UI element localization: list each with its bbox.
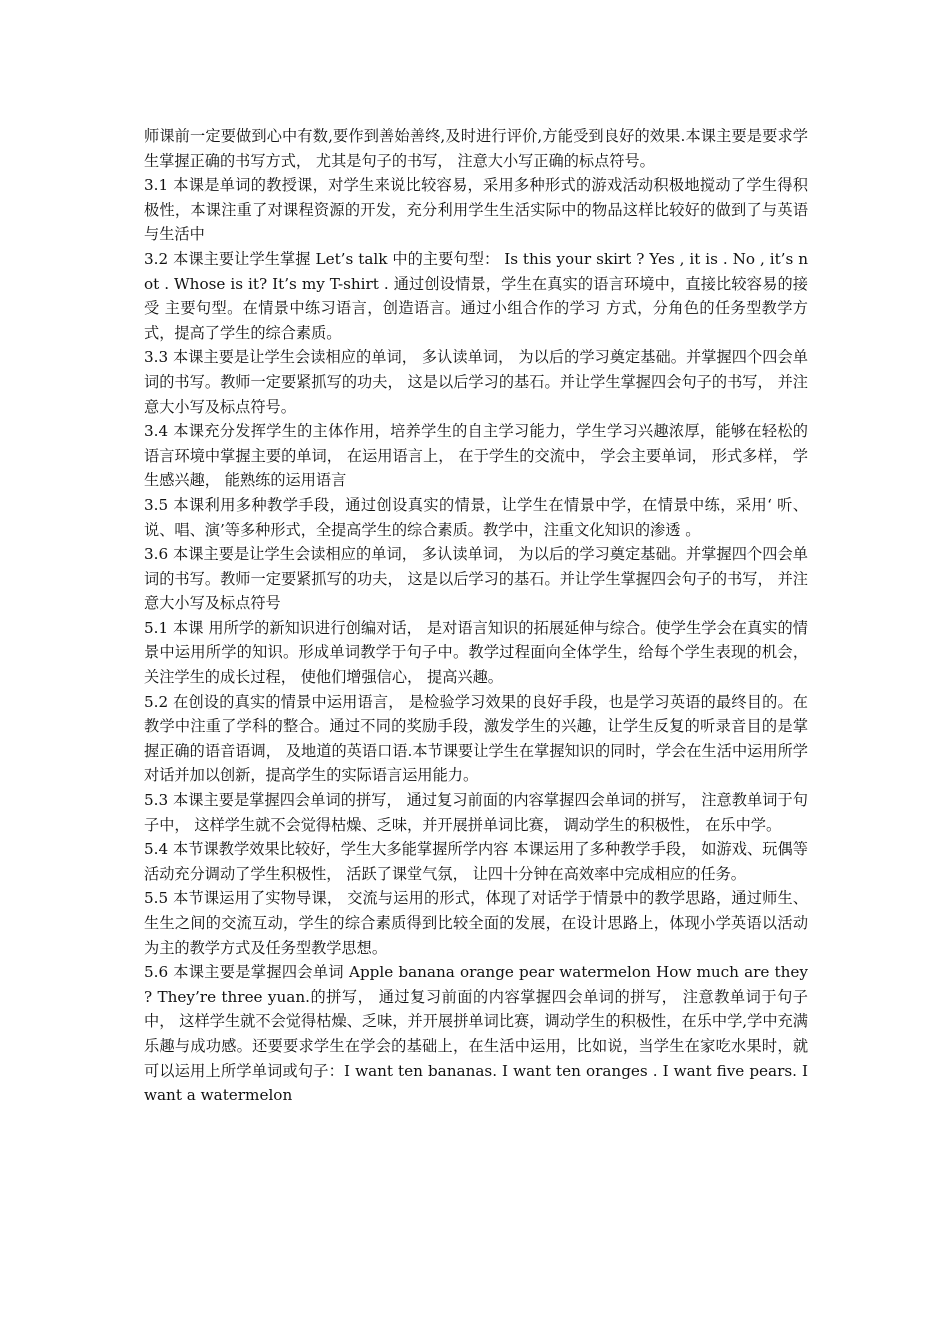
paragraph-3-1: 3.1 本课是单词的教授课，对学生来说比较容易，采用多种形式的游戏活动积极地搅动了学生得积极性，本课注重了对课程资源的开发，充分利用学生生活实际中的物品这样比较好的做到了与英语与生活中 — [144, 176, 808, 244]
paragraph-3-5: 3.5 本课利用多种教学手段，通过创设真实的情景，让学生在情景中学，在情景中练，采用‘ 听、说、唱、演’等多种形式，全提高学生的综合素质。教学中，注重文化知识的渗透 。 — [144, 495, 808, 539]
paragraph-intro: 师课前一定要做到心中有数,要作到善始善终,及时进行评价,方能受到良好的效果.本课主要是要求学生掌握正确的书写方式， 尤其是句子的书写， 注意大小写正确的标点符号。 — [144, 127, 808, 170]
paragraph-3-3: 3.3 本课主要是让学生会读相应的单词， 多认读单词， 为以后的学习奠定基础。并掌握四个四会单词的书写。教师一定要紧抓写的功夫， 这是以后学习的基石。并让学生掌握四会句子的书写， 并注意大小写及标点符号。 — [144, 348, 808, 416]
paragraph-5-4: 5.4 本节课教学效果比较好，学生大多能掌握所学内容 本课运用了多种教学手段， 如游戏、玩偶等活动充分调动了学生积极性， 活跃了课堂气氛， 让四十分钟在高效率中完成相应的任务。 — [144, 840, 808, 883]
paragraph-3-4: 3.4 本课充分发挥学生的主体作用，培养学生的自主学习能力，学生学习兴趣浓厚，能够在轻松的语言环境中掌握主要的单词， 在运用语言上， 在于学生的交流中， 学会主要单词， 形式多样， 学生感兴趣， 能熟练的运用语言 — [144, 422, 808, 490]
paragraph-3-2: 3.2 本课主要让学生掌握 Let’s talk 中的主要句型： Is this your skirt ? Yes , it is . No , it’s not . Whose is it? It’s my T-shirt . 通过创设情景，学生在真实的语言环境中，直接比较容易的接受 主要句型。在情景中练习语言，创造语言。通过小组合作的学习 方式，分角色的任务型教学方式，提高了学生的综合素质。 — [144, 249, 808, 342]
paragraph-5-1: 5.1 本课 用所学的新知识进行创编对话， 是对语言知识的拓展延伸与综合。使学生学会在真实的情景中运用所学的知识。形成单词教学于句子中。教学过程面向全体学生，给每个学生表现的机会， 关注学生的成长过程， 使他们增强信心， 提高兴趣。 — [144, 618, 808, 687]
paragraph-5-3: 5.3 本课主要是掌握四会单词的拼写， 通过复习前面的内容掌握四会单词的拼写， 注意教单词于句子中， 这样学生就不会觉得枯燥、乏味，并开展拼单词比赛， 调动学生的积极性， 在乐中学。 — [144, 791, 808, 834]
paragraph-5-2: 5.2 在创设的真实的情景中运用语言， 是检验学习效果的良好手段，也是学习英语的最终目的。在教学中注重了学科的整合。通过不同的奖励手段，激发学生的兴趣，让学生反复的听录音目的是掌握正确的语音语调， 及地道的英语口语.本节课要让学生在掌握知识的同时，学会在生活中运用所学对话并加以创新，提高学生的实际语言运用能力。 — [144, 692, 808, 785]
paragraph-3-6: 3.6 本课主要是让学生会读相应的单词， 多认读单词， 为以后的学习奠定基础。并掌握四个四会单词的书写。教师一定要紧抓写的功夫， 这是以后学习的基石。并让学生掌握四会句子的书写， 并注意大小写及标点符号 — [144, 545, 808, 613]
document-body — [144, 124, 808, 1108]
paragraph-5-5: 5.5 本节课运用了实物导课， 交流与运用的形式，体现了对话学于情景中的教学思路，通过师生、生生之间的交流互动，学生的综合素质得到比较全面的发展，在设计思路上，体现小学英语以活动为主的教学方式及任务型教学思想。 — [144, 889, 808, 957]
paragraph-5-6: 5.6 本课主要是掌握四会单词 Apple banana orange pear watermelon How much are they ? They’re three yuan.的拼写， 通过复习前面的内容掌握四会单词的拼写， 注意教单词于句子中， 这样学生就不会觉得枯燥、乏味，并开展拼单词比赛，调动学生的积极性，在乐中学,学中充满乐趣与成功感。还要要求学生在学会的基础上，在生活中运用，比如说，当学生在家吃水果时，就可以运用上所学单词或句子：I want ten bananas. I want ten oranges . I want five pears. I want a watermelon — [144, 963, 808, 1105]
